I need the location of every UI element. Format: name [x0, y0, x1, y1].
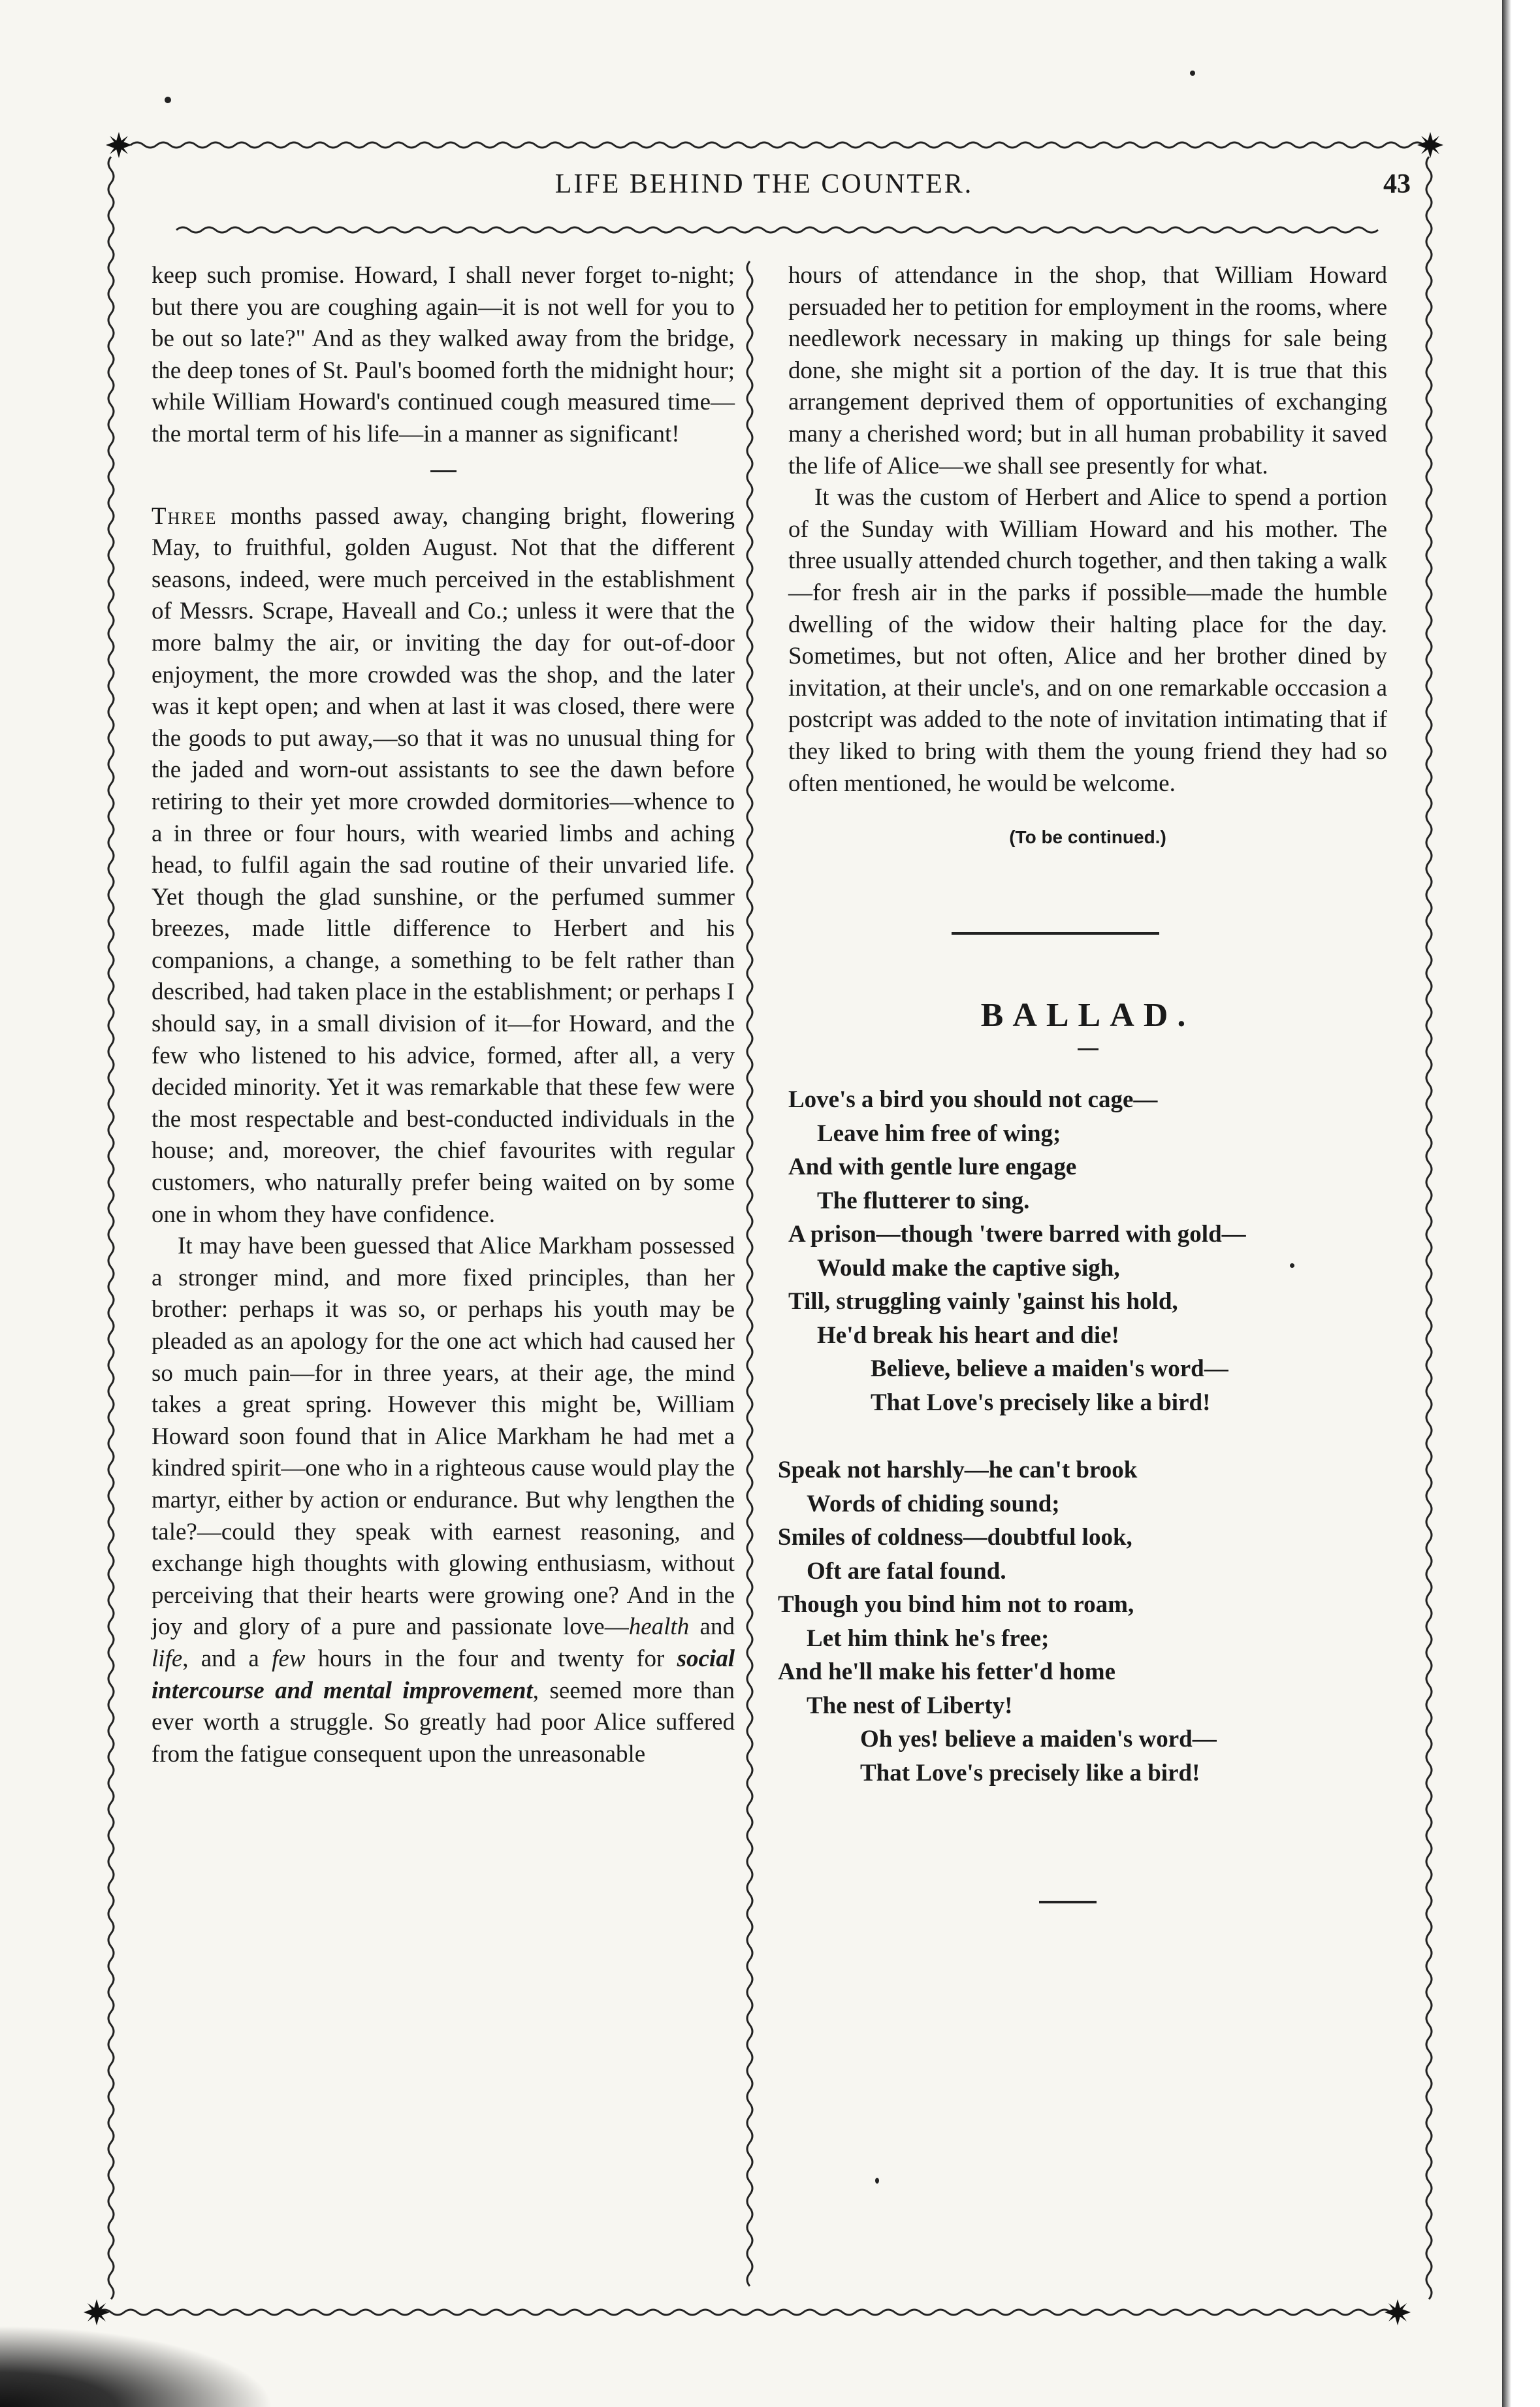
verse-line: Though you bind him not to roam, [778, 1591, 1134, 1619]
column-divider [747, 261, 752, 2286]
italic-word: health [628, 1613, 690, 1641]
corner-ornament-top-right [1417, 132, 1443, 158]
verse-line: That Love's precisely like a bird! [871, 1389, 1211, 1416]
bold-italic-phrase: social intercourse and mental improvement [152, 1645, 735, 1704]
header-rule [176, 227, 1378, 233]
corner-ornament-top-left [106, 132, 132, 158]
verse-line: And with gentle lure engage [788, 1154, 1077, 1181]
verse-line: The nest of Liberty! [807, 1692, 1013, 1719]
to-be-continued: (To be continued.) [1009, 827, 1166, 848]
paragraph-text: and [689, 1613, 735, 1641]
verse-line: He'd break his heart and die! [817, 1321, 1119, 1349]
paragraph: hours of attendance in the shop, that William Howard persuaded her to petition for employment in the rooms, where needlework necessary in making up things for sale being done, she might sit a portion of the day. It is true that this arrangement deprived them of opportunities of exchanging many a cherished word; but in all human probability it saved the life of Alice—we shall see presently for what. [788, 262, 1387, 479]
verse-line: Smiles of coldness—doubtful look, [778, 1524, 1132, 1551]
paragraph [152, 501, 735, 1231]
verse-line: The flutterer to sing. [817, 1187, 1030, 1214]
page-header [118, 169, 1411, 214]
paragraph-text: , and a [182, 1645, 272, 1672]
verse-line: Would make the captive sigh, [817, 1254, 1120, 1282]
verse-line: A prison—though 'twere barred with gold— [788, 1221, 1246, 1248]
italic-word: life [152, 1645, 183, 1672]
border-top [131, 142, 1424, 148]
verse-line: And he'll make his fetter'd home [778, 1658, 1115, 1686]
verse-line: Oh yes! believe a maiden's word— [860, 1726, 1217, 1753]
border-left [108, 157, 114, 2299]
right-column [778, 260, 1388, 1903]
border-bottom [98, 2310, 1391, 2315]
ink-speck [1190, 71, 1195, 76]
page-edge [1502, 0, 1540, 2407]
page-number: 43 [1383, 169, 1411, 199]
section-break-rule [430, 470, 457, 472]
verse-line: Oft are fatal found. [807, 1557, 1006, 1585]
small-caps-lead: Three [152, 502, 217, 530]
verse-line: Till, struggling vainly 'gainst his hold, [788, 1288, 1178, 1316]
corner-ornament-bottom-left [84, 2299, 110, 2325]
paragraph-text: It may have been guessed that Alice Markham possessed a stronger mind, and more fixed principles, than her brother: perhaps it was so, or perhaps his youth may be pleaded as an apology for the one act which had caused her so much pain—for in three years, at their age, the mind takes a great spring. However this might be, William Howard soon found that in Alice Markham he had met a kindred spirit—one who in a righteous cause would play the martyr, either by action or endurance. But why lengthen the tale?—could they speak with earnest reasoning, and exchange high thoughts with glowing enthusiasm, without perceiving that their hearts were growing one? And in the joy and glory of a pure and passionate love— [152, 1233, 735, 1641]
corner-ornament-bottom-right [1385, 2299, 1411, 2325]
verse-line: Love's a bird you should not cage— [788, 1086, 1158, 1114]
italic-word: few [272, 1645, 306, 1672]
ink-speck [875, 2178, 879, 2184]
paragraph: It was the custom of Herbert and Alice to spend a portion of the Sunday with William Howard and his mother. The three usually attended church together, and then taking a walk—for fresh air in the parks if possible—made the humble dwelling of the widow their halting place for the day. Sometimes, but not often, Alice and her brother dined by invitation, at their uncle's, and on one remarkable occcasion a postcript was added to the note of invitation intimating that if they liked to bring with them the young friend they had so often mentioned, he would be welcome. [788, 484, 1388, 797]
paragraph-text: , seemed more than ever worth a struggle. So greatly had poor Alice suffered from the fatigue consequent upon the unreasonable [152, 1677, 735, 1768]
verse-line: Speak not harshly—he can't brook [778, 1457, 1138, 1484]
edge-shadow [1502, 0, 1511, 2407]
stanza-2 [778, 1453, 1387, 1790]
running-title: LIFE BEHIND THE COUNTER. [554, 169, 974, 199]
paragraph-text: months passed away, changing bright, flowering May, to fruithful, golden August. Not that the different seasons, indeed, were much perceived in the establishment of Messrs. Scrape, Haveall and Co.; unless it were that the more balmy the air, or inviting the day for out-of-door enjoyment, the more crowded was the shop, and the later was it kept open; and when at last it was closed, there were the goods to put away,—so that it was no unusual thing for the jaded and worn-out assistants to see the dawn before retiring to their yet more crowded dormitories—whence to a in three or four hours, with wearied limbs and aching head, to fulfil again the sad routine of their unvaried life. Yet though the glad sunshine, or the perfumed summer breezes, made little difference to Herbert and his companions, a change, a something to be felt rather than described, had taken place in the establishment; or perhaps I should say, in a small division of it—for Howard, and the few who listened to his advice, formed, after all, a very decided minority. Yet it was remarkable that these few were the most respectable and best-conducted individuals in the house; and, moreover, the chief favourites with regular customers, who naturally prefer being waited on by some one in whom they have confidence. [152, 502, 735, 1228]
left-column [152, 260, 735, 1770]
verse-line: Believe, believe a maiden's word— [871, 1355, 1228, 1383]
verse-line: Words of chiding sound; [807, 1490, 1060, 1517]
verse-line: Let him think he's free; [807, 1624, 1050, 1652]
verse-line: That Love's precisely like a bird! [860, 1759, 1200, 1786]
ballad-title: BALLAD. [980, 996, 1195, 1034]
end-dash [1039, 1901, 1097, 1903]
stanza-1 [788, 1083, 1387, 1419]
verse-line: Leave him free of wing; [817, 1120, 1061, 1147]
paragraph: keep such promise. Howard, I shall never forget to-night; but there you are coughing again—it is not well for you to be out so late?" And as they walked away from the bridge, the deep tones of St. Paul's boomed forth the midnight hour; while William Howard's continued cough measured time—the mortal term of his life—in a manner as significant! [152, 262, 735, 447]
paragraph-text: hours in the four and twenty for [305, 1645, 677, 1672]
title-dash [1078, 1048, 1099, 1050]
ink-speck [165, 97, 171, 103]
border-right [1426, 157, 1432, 2299]
paragraph [152, 1231, 735, 1770]
section-divider [952, 932, 1159, 935]
